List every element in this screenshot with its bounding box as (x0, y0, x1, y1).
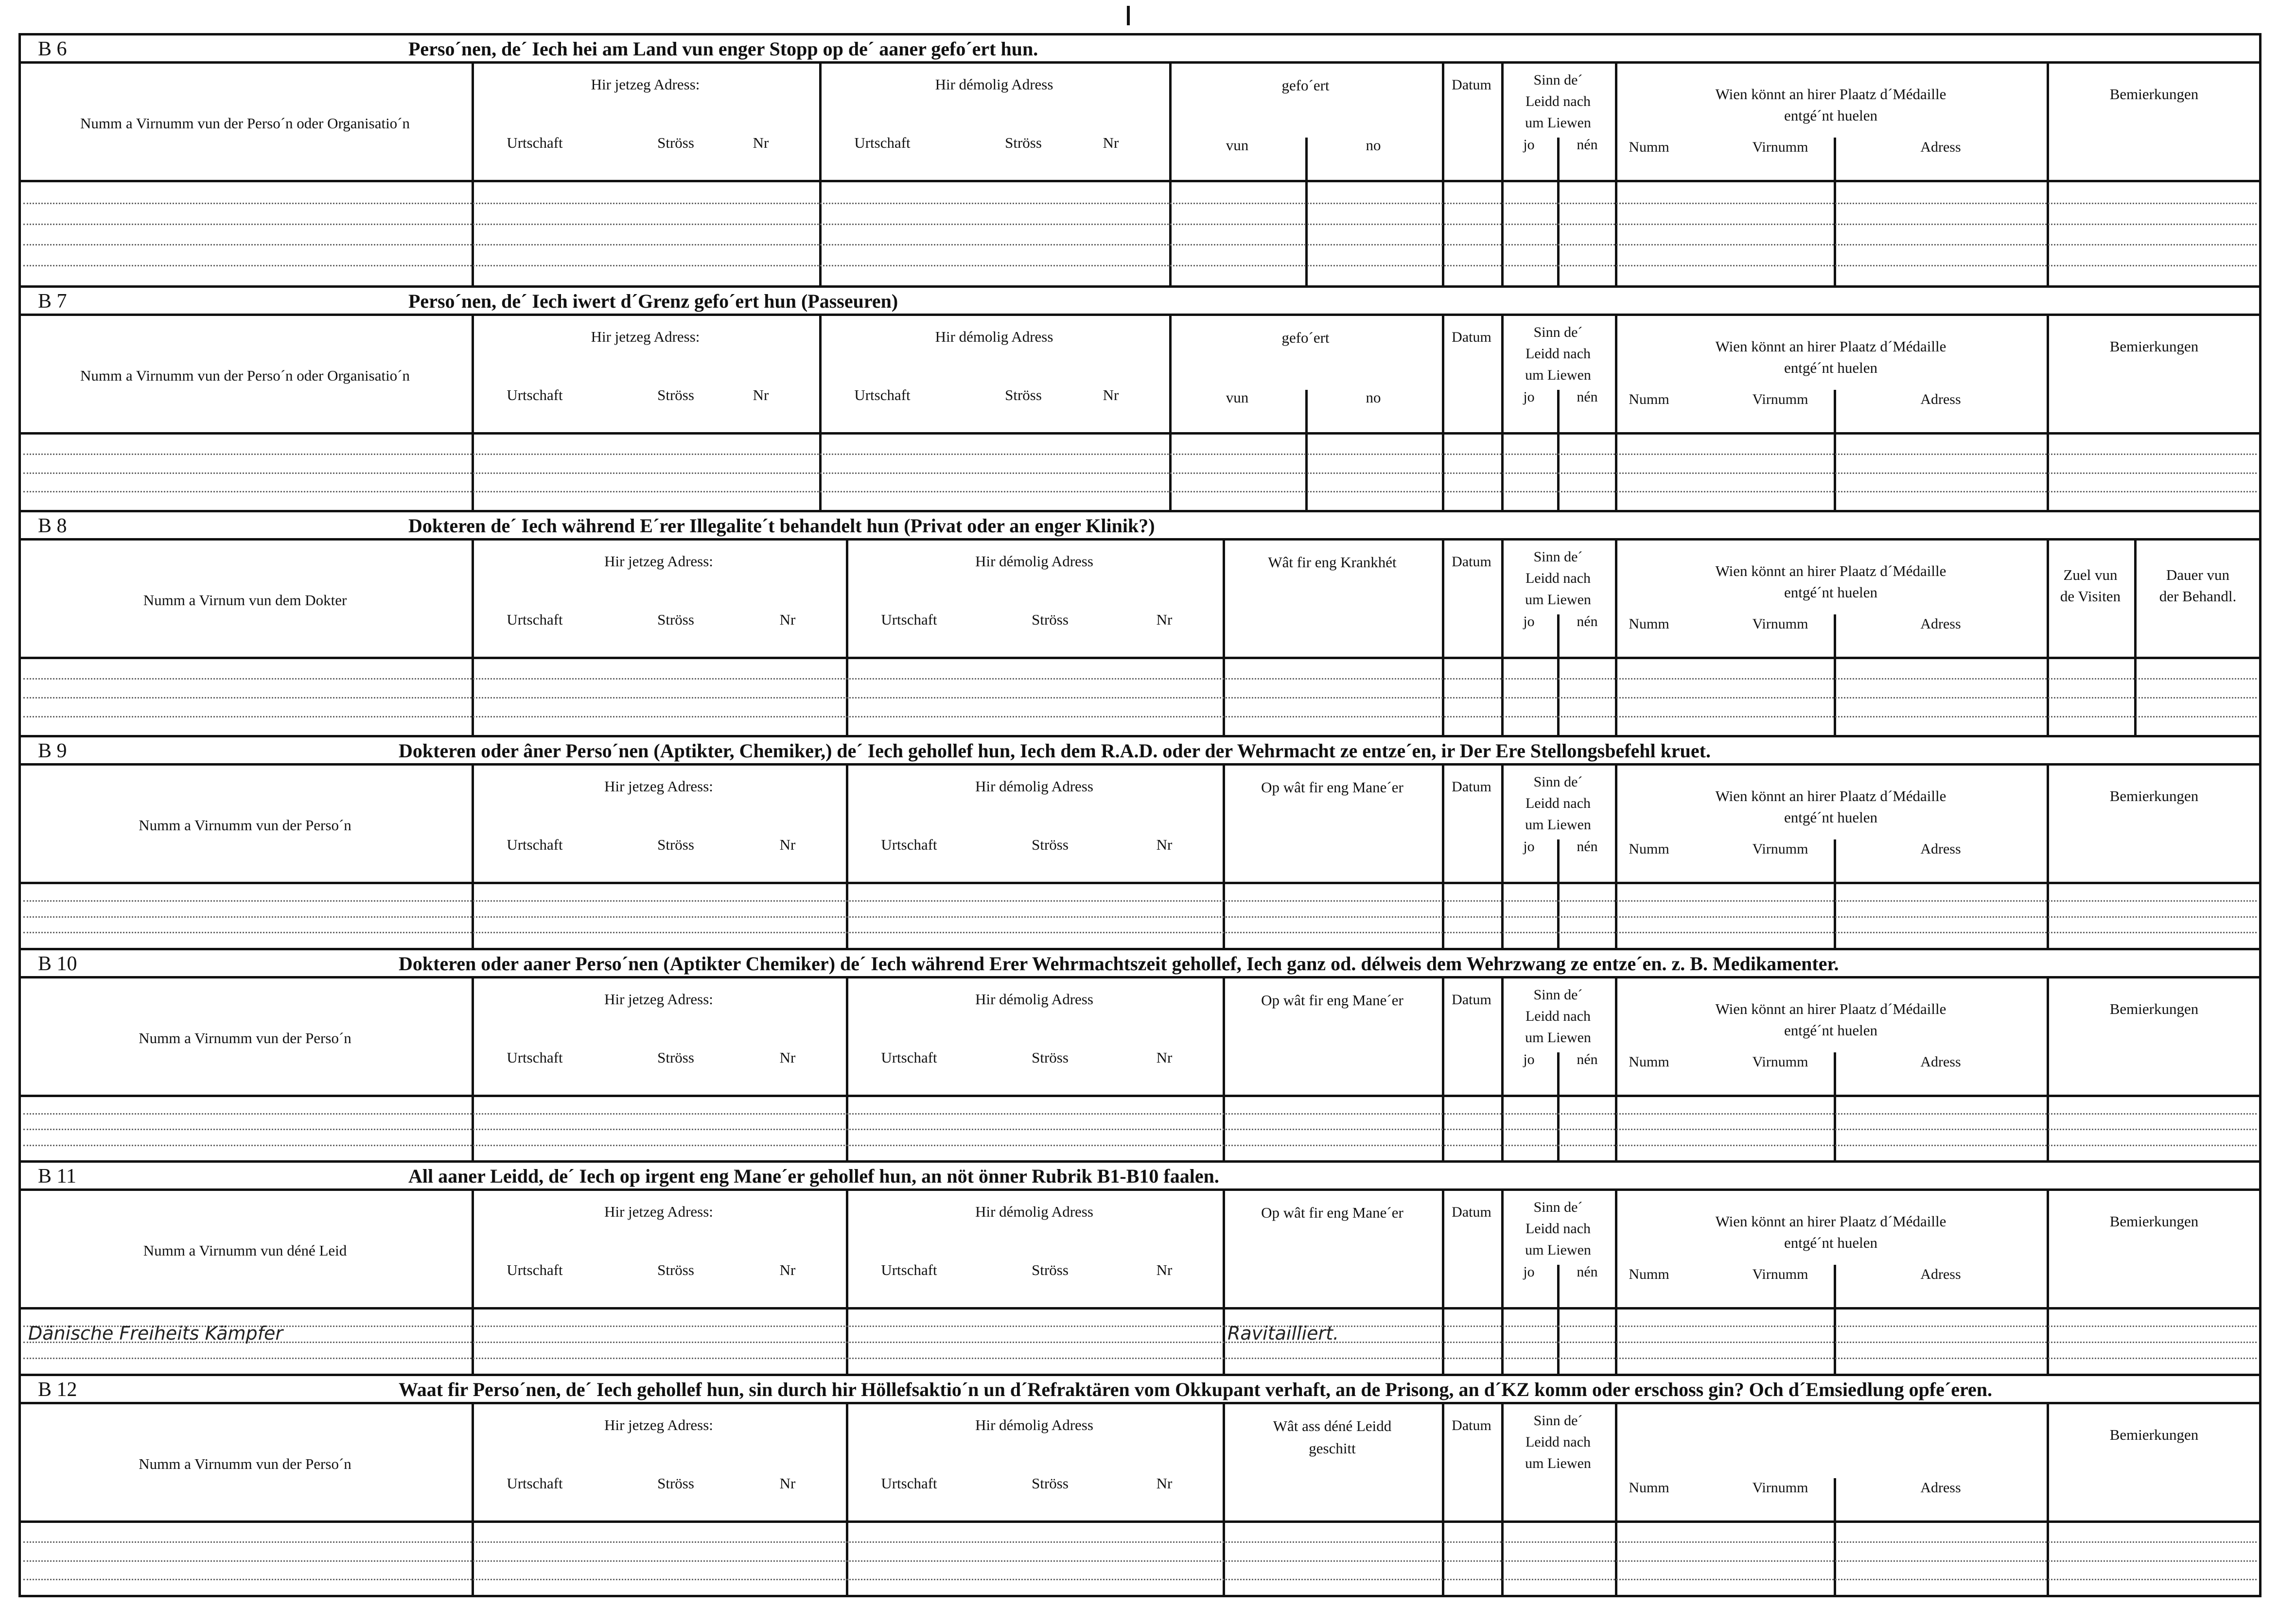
column-header-what: Wât fir eng Krankhét (1268, 554, 1397, 571)
subheader-urtschaft: Urtschaft (854, 134, 911, 151)
column-header-alive-line1: Sinn de´ (1533, 324, 1583, 340)
column-header-visits-line1: Zuel vun (2063, 566, 2118, 583)
section-title-rule (18, 763, 2261, 766)
subheader-nr: Nr (753, 134, 769, 151)
column-header-alive-line2: Leidd nach (1525, 795, 1591, 811)
column-header-alive-line3: um Liewen (1525, 1455, 1591, 1471)
section-code: B 7 (38, 290, 67, 313)
subheader-virnumm: Virnumm (1752, 1266, 1808, 1282)
column-header-name: Numm a Virnumm vun der Perso´n (139, 1030, 351, 1047)
column-header-medal-line1: Wien könnt an hirer Plaatz d´Médaille (1715, 1213, 1946, 1230)
header-bottom-rule (18, 657, 2261, 659)
column-header-name: Numm a Virnumm vun der Perso´n (139, 817, 351, 834)
section-code: B 8 (38, 515, 67, 537)
column-header-datum: Datum (1452, 779, 1491, 795)
column-header-alive-line3: um Liewen (1525, 1242, 1591, 1258)
subheader-adress: Adress (1920, 391, 1961, 407)
column-divider (1442, 314, 1444, 510)
column-header-what: Wât ass déné Leidd (1273, 1417, 1392, 1434)
section-title-rule (18, 1188, 2261, 1191)
section-code: B 11 (38, 1165, 76, 1187)
column-divider (1615, 61, 1617, 285)
column-header-medal-line2: entgé´nt huelen (1784, 107, 1877, 124)
subheader-no: nén (1577, 1264, 1598, 1280)
column-divider (472, 61, 474, 285)
subheader-nr: Nr (1156, 1261, 1173, 1278)
subheader-yes: jo (1523, 1051, 1535, 1067)
subheader-adress: Adress (1920, 1054, 1961, 1070)
entry-line[interactable] (23, 1541, 2257, 1543)
column-header-addr-now: Hir jetzeg Adress: (604, 1203, 713, 1220)
subheader-nr: Nr (1103, 386, 1119, 403)
column-header-medal-line2: entgé´nt huelen (1784, 1022, 1877, 1039)
header-bottom-rule (18, 1520, 2261, 1523)
section-divider (18, 285, 2261, 288)
column-header-duration-line1: Dauer vun (2166, 566, 2229, 583)
subheader-virnumm: Virnumm (1752, 841, 1808, 857)
subheader-urtschaft: Urtschaft (507, 1475, 563, 1492)
entry-line[interactable] (23, 224, 2257, 225)
subheader-to: no (1366, 137, 1381, 154)
column-divider (846, 1188, 848, 1374)
column-divider (1615, 538, 1617, 735)
subheader-urtschaft: Urtschaft (854, 386, 911, 403)
subheader-nr: Nr (779, 1049, 796, 1066)
column-divider (1223, 1188, 1225, 1374)
subheader-stross: Ströss (657, 134, 694, 151)
column-header-alive-line3: um Liewen (1525, 367, 1591, 383)
subheader-numm: Numm (1629, 139, 1669, 155)
subcolumn-divider (1834, 1052, 1836, 1160)
column-header-name: Numm a Virnumm vun der Perso´n (139, 1455, 351, 1472)
subheader-to: no (1366, 389, 1381, 406)
subheader-numm: Numm (1629, 1266, 1669, 1282)
subheader-virnumm: Virnumm (1752, 139, 1808, 155)
column-header-addr-now: Hir jetzeg Adress: (604, 991, 713, 1008)
column-divider (472, 538, 474, 735)
subheader-virnumm: Virnumm (1752, 1480, 1808, 1496)
column-header-addr-now: Hir jetzeg Adress: (591, 328, 700, 345)
entry-line[interactable] (23, 244, 2257, 245)
column-divider (1442, 1188, 1444, 1374)
subheader-urtschaft: Urtschaft (881, 1475, 937, 1492)
column-divider (1169, 61, 1172, 285)
column-divider (846, 538, 848, 735)
section-title-rule (18, 1402, 2261, 1404)
section-code: B 12 (38, 1379, 77, 1401)
entry-line[interactable] (23, 697, 2257, 698)
column-header-remarks: Bemierkungen (2109, 1213, 2199, 1230)
entry-line[interactable] (23, 491, 2257, 492)
column-header-remarks: Bemierkungen (2109, 787, 2199, 804)
subheader-numm: Numm (1629, 616, 1669, 632)
column-divider (1615, 1402, 1617, 1597)
subheader-nr: Nr (1156, 1475, 1173, 1492)
subheader-no: nén (1577, 613, 1598, 629)
column-header-moved: gefo´ert (1281, 329, 1330, 346)
subheader-urtschaft: Urtschaft (507, 134, 563, 151)
subheader-virnumm: Virnumm (1752, 391, 1808, 407)
column-divider (472, 314, 474, 510)
subheader-stross: Ströss (657, 836, 694, 853)
column-header-addr-now: Hir jetzeg Adress: (604, 553, 713, 570)
column-header-medal-line2: entgé´nt huelen (1784, 809, 1877, 826)
page-top-mark (1127, 6, 1130, 25)
subheader-nr: Nr (779, 611, 796, 628)
column-header-alive-line3: um Liewen (1525, 115, 1591, 131)
section-title-rule (18, 61, 2261, 64)
column-divider (846, 1402, 848, 1597)
subheader-from: vun (1226, 137, 1249, 154)
column-header-datum: Datum (1452, 1204, 1491, 1220)
column-header-remarks: Bemierkungen (2109, 1000, 2199, 1017)
subheader-stross: Ströss (657, 611, 694, 628)
subheader-stross: Ströss (657, 1049, 694, 1066)
column-header-addr-then: Hir démolig Adress (975, 1203, 1093, 1220)
column-header-what: Op wât fir eng Mane´er (1261, 992, 1403, 1009)
subheader-no: nén (1577, 1051, 1598, 1067)
header-bottom-rule (18, 180, 2261, 182)
subcolumn-divider (1305, 138, 1308, 285)
column-divider (819, 61, 822, 285)
column-header-addr-then: Hir démolig Adress (975, 778, 1093, 795)
column-header-alive-line1: Sinn de´ (1533, 774, 1583, 790)
entry-line[interactable] (23, 916, 2257, 918)
column-header-datum: Datum (1452, 1417, 1491, 1433)
section-title: Dokteren oder âner Perso´nen (Aptikter, Chemiker,) de´ Iech gehollef hun, Iech dem R.A.D. oder der Wehrmacht ze entze´en, ir Der Ere Stellongsbefehl kruet. (399, 740, 1711, 762)
subheader-nr: Nr (1103, 134, 1119, 151)
subheader-numm: Numm (1629, 1480, 1669, 1496)
column-header-alive-line1: Sinn de´ (1533, 987, 1583, 1003)
column-header-medal-line2: entgé´nt huelen (1784, 359, 1877, 376)
column-header-datum: Datum (1452, 77, 1491, 93)
column-divider (2047, 763, 2049, 948)
header-bottom-rule (18, 1095, 2261, 1097)
column-divider (1501, 314, 1504, 510)
subheader-stross: Ströss (1032, 1261, 1069, 1278)
subheader-urtschaft: Urtschaft (507, 1261, 563, 1278)
column-divider (2047, 538, 2049, 735)
column-header-moved: gefo´ert (1281, 77, 1330, 94)
column-header-medal-line2: entgé´nt huelen (1784, 584, 1877, 601)
column-divider (1501, 61, 1504, 285)
column-header-medal-line2: entgé´nt huelen (1784, 1234, 1877, 1251)
column-header-datum: Datum (1452, 329, 1491, 345)
subheader-adress: Adress (1920, 1480, 1961, 1496)
section-title: Dokteren de´ Iech während E´rer Illegalite´t behandelt hun (Privat oder an enger Klinik?) (408, 515, 1155, 537)
subheader-stross: Ströss (1005, 386, 1042, 403)
subheader-urtschaft: Urtschaft (507, 611, 563, 628)
subheader-adress: Adress (1920, 139, 1961, 155)
subheader-from: vun (1226, 389, 1249, 406)
section-code: B 10 (38, 953, 77, 975)
subheader-stross: Ströss (1032, 611, 1069, 628)
entry-line[interactable] (23, 1579, 2257, 1580)
column-divider (846, 763, 848, 948)
header-bottom-rule (18, 432, 2261, 435)
section-title: All aaner Leidd, de´ Iech op irgent eng Mane´er gehollef hun, an nöt önner Rubrik B1-B10 faalen. (408, 1165, 1219, 1187)
column-header-what: Op wât fir eng Mane´er (1261, 779, 1403, 796)
entry-line[interactable] (23, 678, 2257, 680)
subheader-no: nén (1577, 389, 1598, 405)
entry-line[interactable] (23, 454, 2257, 455)
subheader-yes: jo (1523, 137, 1535, 153)
subcolumn-divider (1557, 1052, 1560, 1160)
column-divider (1501, 1402, 1504, 1597)
column-divider (1223, 763, 1225, 948)
column-divider (472, 1188, 474, 1374)
subheader-no: nén (1577, 838, 1598, 855)
column-header-medal-line1: Wien könnt an hirer Plaatz d´Médaille (1715, 338, 1946, 355)
column-header-addr-now: Hir jetzeg Adress: (604, 1416, 713, 1433)
column-divider (1442, 61, 1444, 285)
column-header-medal-line1: Wien könnt an hirer Plaatz d´Médaille (1715, 787, 1946, 804)
entry-line[interactable] (23, 1560, 2257, 1562)
subheader-stross: Ströss (657, 1475, 694, 1492)
section-code: B 9 (38, 740, 67, 762)
column-divider (472, 763, 474, 948)
column-header-alive-line3: um Liewen (1525, 817, 1591, 833)
subheader-nr: Nr (779, 836, 796, 853)
column-divider (1442, 976, 1444, 1160)
column-header-what: Op wât fir eng Mane´er (1261, 1204, 1403, 1221)
column-divider (2047, 314, 2049, 510)
column-header-alive-line3: um Liewen (1525, 592, 1591, 608)
entry-line[interactable] (23, 472, 2257, 474)
subheader-virnumm: Virnumm (1752, 616, 1808, 632)
subheader-urtschaft: Urtschaft (507, 1049, 563, 1066)
column-header-alive-line2: Leidd nach (1525, 93, 1591, 109)
handwritten-entry-name: Dänische Freiheits Kämpfer (28, 1323, 283, 1344)
column-header-medal-line1: Wien könnt an hirer Plaatz d´Médaille (1715, 562, 1946, 579)
column-divider (1442, 538, 1444, 735)
column-header-visits-line2: de Visiten (2060, 588, 2121, 605)
subheader-urtschaft: Urtschaft (881, 836, 937, 853)
column-divider (1169, 314, 1172, 510)
subheader-nr: Nr (1156, 1049, 1173, 1066)
column-header-name: Numm a Virnum vun dem Dokter (143, 592, 347, 609)
subheader-no: nén (1577, 137, 1598, 153)
column-divider (472, 1402, 474, 1597)
column-divider (2047, 1402, 2049, 1597)
column-header-alive-line1: Sinn de´ (1533, 549, 1583, 565)
column-header-alive-line2: Leidd nach (1525, 1008, 1591, 1024)
column-divider (1442, 763, 1444, 948)
column-divider (1501, 763, 1504, 948)
column-header-datum: Datum (1452, 992, 1491, 1008)
subheader-numm: Numm (1629, 841, 1669, 857)
column-header-name: Numm a Virnumm vun déné Leid (143, 1242, 347, 1259)
entry-line[interactable] (23, 265, 2257, 266)
column-header-addr-then: Hir démolig Adress (935, 76, 1053, 93)
column-header-what-line2: geschitt (1309, 1440, 1356, 1457)
subheader-numm: Numm (1629, 391, 1669, 407)
section-title-rule (18, 314, 2261, 316)
column-header-remarks: Bemierkungen (2109, 338, 2199, 355)
column-divider (2134, 538, 2137, 735)
section-divider (18, 948, 2261, 950)
subheader-stross: Ströss (1032, 836, 1069, 853)
subheader-virnumm: Virnumm (1752, 1054, 1808, 1070)
column-header-addr-now: Hir jetzeg Adress: (591, 76, 700, 93)
section-title-rule (18, 976, 2261, 978)
section-code: B 6 (38, 38, 67, 60)
subheader-adress: Adress (1920, 841, 1961, 857)
column-header-medal-line1: Wien könnt an hirer Plaatz d´Médaille (1715, 1000, 1946, 1017)
section-divider (18, 735, 2261, 737)
section-divider (18, 1374, 2261, 1376)
column-divider (1615, 1188, 1617, 1374)
entry-line[interactable] (23, 1129, 2257, 1130)
subheader-yes: jo (1523, 838, 1535, 855)
column-divider (1501, 976, 1504, 1160)
column-divider (819, 314, 822, 510)
subheader-numm: Numm (1629, 1054, 1669, 1070)
column-header-alive-line2: Leidd nach (1525, 1221, 1591, 1237)
column-header-datum: Datum (1452, 554, 1491, 570)
section-title: Waat fir Perso´nen, de´ Iech gehollef hun, sin durch hir Höllefsaktio´n un d´Refraktären vom Okkupant verhaft, an de Prisong, an d´KZ komm oder erschoss gin? Och d´Emsiedlung opfe´eren. (399, 1379, 1992, 1400)
header-bottom-rule (18, 882, 2261, 884)
column-divider (472, 976, 474, 1160)
handwritten-entry-what: Ravitailliert. (1227, 1323, 1339, 1344)
subheader-nr: Nr (779, 1475, 796, 1492)
column-header-addr-then: Hir démolig Adress (975, 553, 1093, 570)
subheader-adress: Adress (1920, 1266, 1961, 1282)
subheader-stross: Ströss (1032, 1049, 1069, 1066)
column-header-alive-line1: Sinn de´ (1533, 1413, 1583, 1429)
column-header-alive-line1: Sinn de´ (1533, 1199, 1583, 1215)
subheader-urtschaft: Urtschaft (881, 1049, 937, 1066)
column-divider (1442, 1402, 1444, 1597)
section-title: Dokteren oder aaner Perso´nen (Aptikter Chemiker) de´ Iech während Erer Wehrmachtszeit gehollef, Iech ganz od. délweis dem Wehrzwang ze entze´en. z. B. Medikamenter. (399, 953, 1839, 975)
column-divider (846, 976, 848, 1160)
column-divider (1223, 1402, 1225, 1597)
section-title: Perso´nen, de´ Iech hei am Land vun enger Stopp op de´ aaner gefo´ert hun. (408, 38, 1038, 60)
subheader-adress: Adress (1920, 616, 1961, 632)
column-header-alive-line3: um Liewen (1525, 1030, 1591, 1046)
entry-line[interactable] (23, 1326, 2257, 1327)
subheader-stross: Ströss (657, 1261, 694, 1278)
column-header-alive-line1: Sinn de´ (1533, 72, 1583, 88)
subcolumn-divider (1834, 138, 1836, 285)
column-header-alive-line2: Leidd nach (1525, 1434, 1591, 1450)
column-divider (2047, 1188, 2049, 1374)
column-header-alive-line2: Leidd nach (1525, 570, 1591, 586)
subheader-urtschaft: Urtschaft (881, 611, 937, 628)
column-header-addr-then: Hir démolig Adress (975, 991, 1093, 1008)
entry-line[interactable] (23, 1145, 2257, 1146)
column-divider (1615, 314, 1617, 510)
header-bottom-rule (18, 1307, 2261, 1310)
subheader-nr: Nr (1156, 611, 1173, 628)
entry-line[interactable] (23, 900, 2257, 902)
column-divider (1615, 763, 1617, 948)
entry-line[interactable] (23, 1358, 2257, 1359)
section-title-rule (18, 538, 2261, 541)
subheader-urtschaft: Urtschaft (507, 836, 563, 853)
subheader-yes: jo (1523, 613, 1535, 629)
column-header-remarks: Bemierkungen (2109, 86, 2199, 103)
entry-line[interactable] (23, 1342, 2257, 1343)
form-frame (18, 33, 2261, 1597)
subheader-nr: Nr (779, 1261, 796, 1278)
entry-line[interactable] (23, 716, 2257, 717)
subheader-yes: jo (1523, 389, 1535, 405)
subheader-yes: jo (1523, 1264, 1535, 1280)
column-divider (1223, 538, 1225, 735)
subheader-stross: Ströss (1032, 1475, 1069, 1492)
subcolumn-divider (1557, 138, 1560, 285)
subheader-nr: Nr (753, 386, 769, 403)
subheader-nr: Nr (1156, 836, 1173, 853)
column-divider (1501, 1188, 1504, 1374)
column-header-name: Numm a Virnumm vun der Perso´n oder Organisatio´n (80, 115, 410, 132)
column-divider (2047, 976, 2049, 1160)
entry-line[interactable] (23, 932, 2257, 933)
subheader-stross: Ströss (1005, 134, 1042, 151)
column-header-addr-now: Hir jetzeg Adress: (604, 778, 713, 795)
column-header-addr-then: Hir démolig Adress (935, 328, 1053, 345)
entry-line[interactable] (23, 203, 2257, 204)
column-header-remarks: Bemierkungen (2109, 1426, 2199, 1443)
section-divider (18, 510, 2261, 512)
column-header-medal-line1: Wien könnt an hirer Plaatz d´Médaille (1715, 86, 1946, 103)
entry-line[interactable] (23, 1113, 2257, 1115)
subheader-urtschaft: Urtschaft (881, 1261, 937, 1278)
column-header-name: Numm a Virnumm vun der Perso´n oder Organisatio´n (80, 367, 410, 384)
section-title: Perso´nen, de´ Iech iwert d´Grenz gefo´ert hun (Passeuren) (408, 290, 898, 312)
column-divider (2047, 61, 2049, 285)
subheader-urtschaft: Urtschaft (507, 386, 563, 403)
column-header-addr-then: Hir démolig Adress (975, 1416, 1093, 1433)
column-divider (1223, 976, 1225, 1160)
section-divider (18, 1160, 2261, 1163)
column-divider (1501, 538, 1504, 735)
subheader-stross: Ströss (657, 386, 694, 403)
column-header-alive-line2: Leidd nach (1525, 346, 1591, 362)
column-header-duration-line2: der Behandl. (2159, 588, 2237, 605)
column-divider (1615, 976, 1617, 1160)
